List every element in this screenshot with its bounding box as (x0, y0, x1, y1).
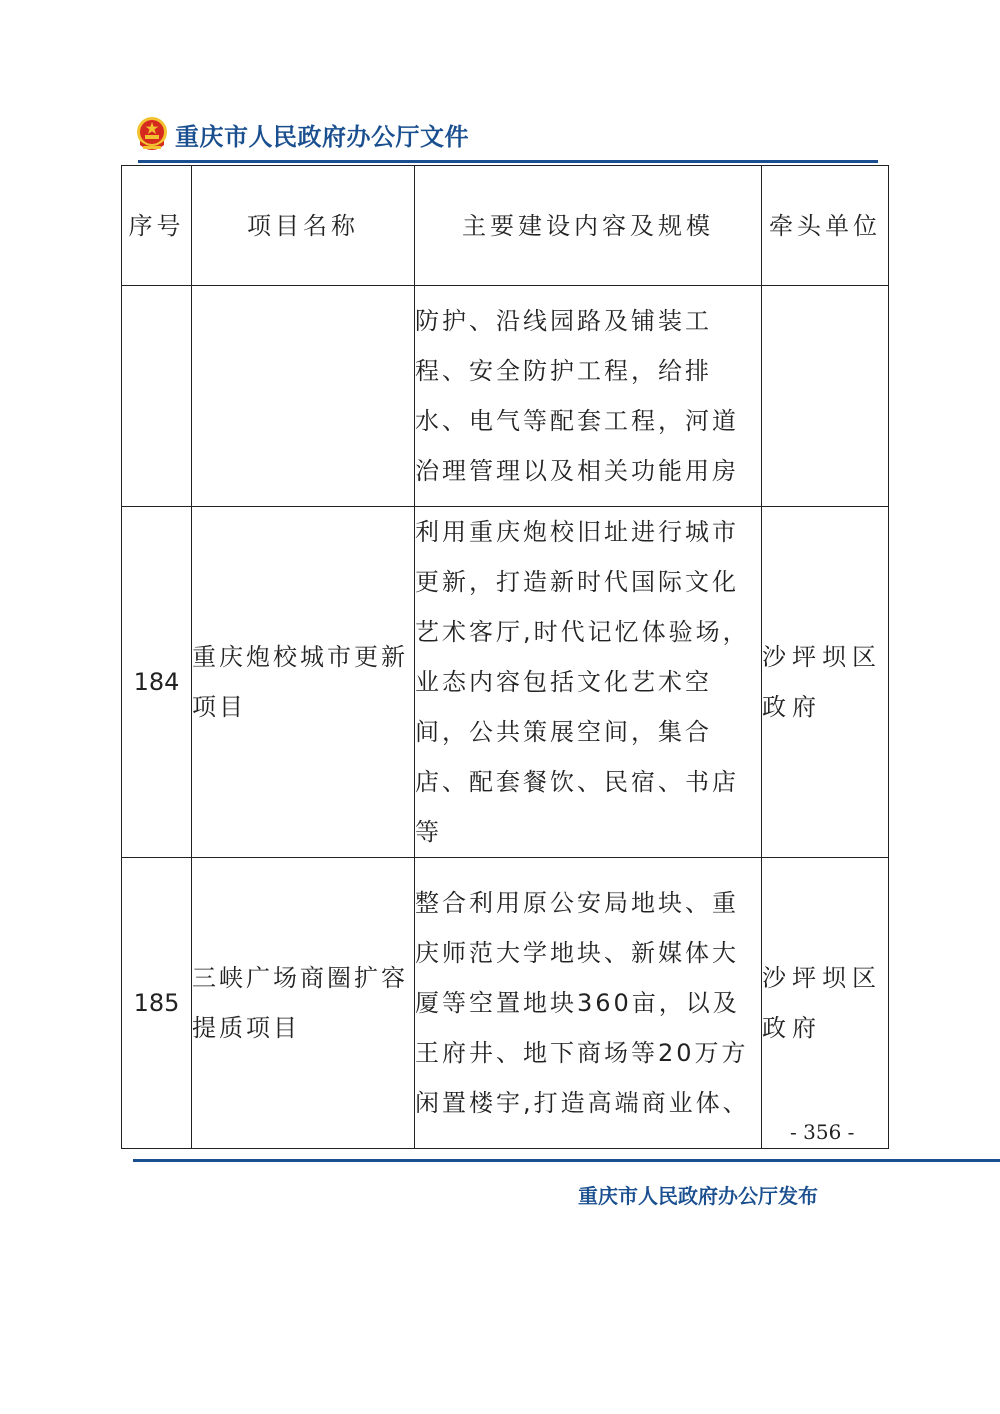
document-header (135, 112, 469, 156)
column-header-project-name: 项目名称 (192, 166, 415, 286)
header-title: 重庆市人民政府办公厅文件 (175, 121, 469, 151)
project-content: 利用重庆炮校旧址进行城市更新，打造新时代国际文化艺术客厅,时代记忆体验场，业态内容包括文化艺术空间，公共策展空间，集合店、配套餐饮、民宿、书店等 (415, 507, 762, 858)
footer-publisher: 重庆市人民政府办公厅发布 (578, 1184, 818, 1208)
project-name: 重庆炮校城市更新项目 (192, 507, 415, 858)
page-number: - 356 - (790, 1120, 855, 1144)
row-number: 185 (122, 858, 192, 1149)
lead-unit: 沙坪坝区政府 (762, 858, 889, 1149)
column-header-number: 序号 (122, 166, 192, 286)
table-header-row (122, 166, 889, 286)
project-name: 三峡广场商圈扩容提质项目 (192, 858, 415, 1149)
footer-divider (133, 1159, 1000, 1162)
column-header-lead-unit: 牵头单位 (762, 166, 889, 286)
project-content: 防护、沿线园路及铺装工程、安全防护工程，给排水、电气等配套工程，河道治理管理以及相关功能用房 (415, 286, 762, 507)
project-content: 整合利用原公安局地块、重庆师范大学地块、新媒体大厦等空置地块360亩，以及王府井、地下商场等20万方闲置楼宇,打造高端商业体、 (415, 858, 762, 1149)
lead-unit (762, 286, 889, 507)
project-name (192, 286, 415, 507)
lead-unit: 沙坪坝区政府 (762, 507, 889, 858)
national-emblem-icon (135, 115, 169, 153)
column-header-content: 主要建设内容及规模 (415, 166, 762, 286)
table-row (122, 286, 889, 507)
table-row (122, 858, 889, 1149)
row-number (122, 286, 192, 507)
table-row (122, 507, 889, 858)
header-divider (138, 160, 878, 163)
project-table (121, 165, 889, 1149)
row-number: 184 (122, 507, 192, 858)
